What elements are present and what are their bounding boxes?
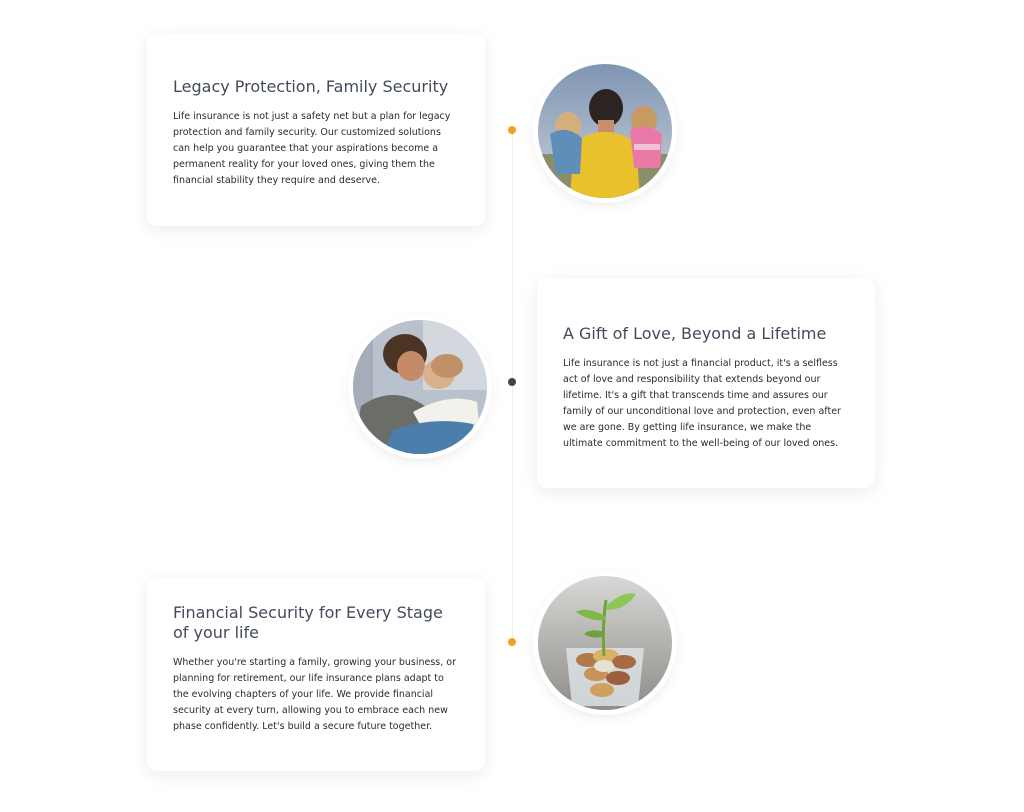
timeline-dot — [508, 378, 516, 386]
timeline-dot — [508, 126, 516, 134]
timeline-card-legacy — [147, 33, 485, 226]
timeline-card-financial — [147, 578, 485, 771]
timeline-line — [512, 130, 513, 642]
card-body: Life insurance is not just a financial product, it's a selfless act of love and responsibility that extends beyond our lifetime. It's a gift that transcends time and assures our family of our unconditional love and protection, even after we are gone. By getting life insurance, we make the ultimate commitment to the well-being of our loved ones. — [563, 358, 841, 449]
card-title: Legacy Protection, Family Security — [173, 77, 449, 96]
father-with-children-photo — [538, 64, 672, 198]
timeline-dot — [508, 638, 516, 646]
couple-embracing-photo — [353, 320, 487, 454]
card-body: Life insurance is not just a safety net but a plan for legacy protection and family security. Our customized solutions can help you guarantee that your aspirations become a permanent reality for your loved ones, giving them the financial stability they require and deserve. — [173, 111, 451, 186]
coin-jar-plant-photo — [538, 576, 672, 710]
card-title: A Gift of Love, Beyond a Lifetime — [563, 324, 827, 343]
timeline-card-gift — [537, 278, 875, 488]
card-body: Whether you're starting a family, growing your business, or planning for retirement, our life insurance plans adapt to the evolving chapters of your life. We provide financial security at every turn, allowing you to embrace each new phase confidently. Let's build a secure future together. — [173, 657, 457, 732]
card-title: Financial Security for Every Stage of your life — [173, 603, 443, 642]
